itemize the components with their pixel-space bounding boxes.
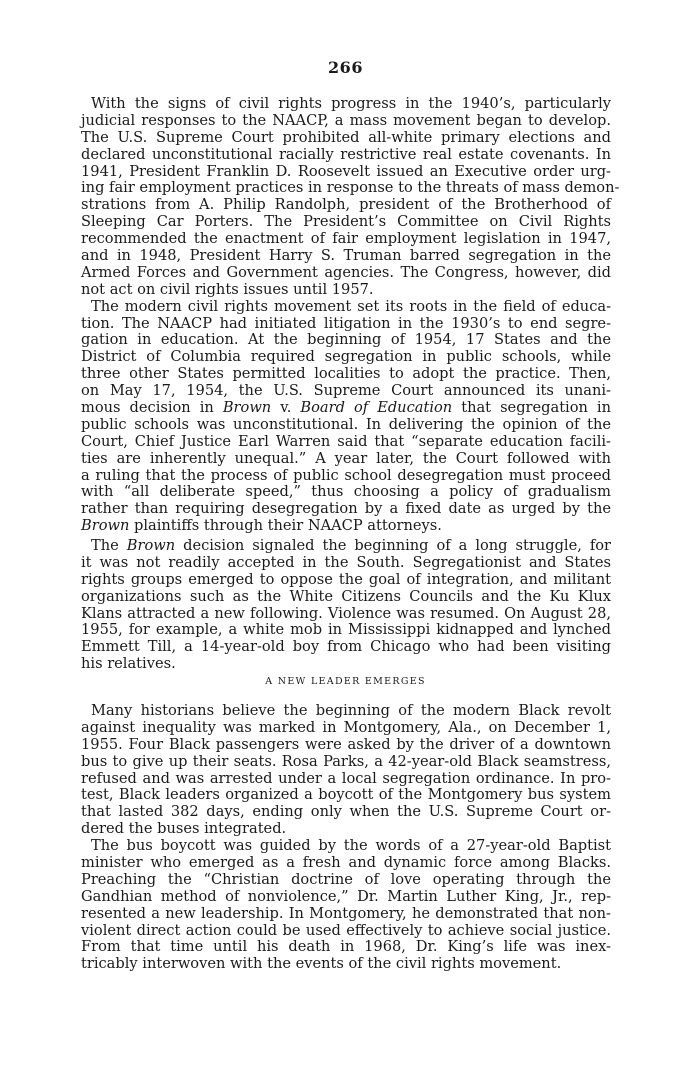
text-line <box>81 771 611 788</box>
text-line <box>81 434 611 451</box>
text-line <box>81 231 611 248</box>
text-segment: 1941, President Franklin D. Roosevelt issued an Executive order urg- <box>81 162 611 180</box>
text-segment: rights groups emerged to oppose the goal of integration, and militant <box>81 570 611 588</box>
text-segment: Court, Chief Justice Earl Warren said that “separate education facili- <box>81 432 611 450</box>
italic-text: Brown <box>81 517 130 535</box>
text-line <box>81 332 611 349</box>
text-segment: three other States permitted localities to adopt the practice. Then, <box>81 365 611 383</box>
text-segment: against inequality was marked in Montgomery, Ala., on December 1, <box>81 718 611 736</box>
text-block-mid <box>81 538 611 673</box>
text-segment: From that time until his death in 1968, Dr. King’s life was inex- <box>81 938 611 956</box>
text-line <box>81 804 611 821</box>
text-segment: it was not readily accepted in the South. Segregationist and States <box>81 553 611 571</box>
text-segment: recommended the enactment of fair employment legislation in 1947, <box>81 230 611 248</box>
text-line <box>81 468 611 485</box>
text-line <box>81 572 611 589</box>
text-segment: ties are inherently unequal.” A year later, the Court followed with <box>81 449 611 467</box>
text-line <box>81 855 611 872</box>
text-segment: not act on civil rights issues until 1957. <box>81 280 374 298</box>
text-line <box>81 656 611 673</box>
text-line <box>81 164 611 181</box>
text-line <box>81 939 611 956</box>
text-segment: bus to give up their seats. Rosa Parks, a 42-year-old Black seamstress, <box>81 752 611 770</box>
paragraph <box>81 538 611 673</box>
text-line <box>81 484 611 501</box>
text-line <box>81 282 611 299</box>
text-segment: organizations such as the White Citizens Councils and the Ku Klux <box>81 587 611 605</box>
text-segment: District of Columbia required segregation in public schools, while <box>81 348 611 366</box>
text-segment: resented a new leadership. In Montgomery, he demonstrated that non- <box>81 904 611 922</box>
italic-text: Brown <box>222 399 272 417</box>
text-segment: The <box>91 537 127 554</box>
text-segment: declared unconstitutional racially restrictive real estate covenants. In <box>81 145 611 163</box>
text-line <box>81 622 611 639</box>
text-line <box>81 349 611 366</box>
text-line <box>81 737 611 754</box>
text-line <box>81 606 611 623</box>
text-line <box>81 555 611 572</box>
paragraph <box>81 299 611 535</box>
text-segment: 1955, for example, a white mob in Mississippi kidnapped and lynched <box>81 621 611 639</box>
text-line <box>81 366 611 383</box>
text-line <box>81 383 611 400</box>
text-segment: and in 1948, President Harry S. Truman barred segregation in the <box>81 247 611 265</box>
italic-text: Brown <box>126 537 176 554</box>
text-line <box>81 179 620 197</box>
text-line <box>81 720 611 737</box>
text-segment: decision signaled the beginning of a long struggle, for <box>175 537 611 554</box>
text-line <box>81 956 611 973</box>
text-block-top <box>81 95 620 535</box>
text-segment: judicial responses to the NAACP, a mass movement began to develop. <box>81 111 611 129</box>
text-segment: with “all deliberate speed,” thus choosing a policy of gradualism <box>81 483 611 501</box>
text-line <box>81 787 611 804</box>
text-line <box>81 589 611 606</box>
text-segment: public schools was unconstitutional. In delivering the opinion of the <box>81 415 611 433</box>
paragraph <box>81 95 620 299</box>
text-line <box>81 130 611 147</box>
text-segment: that segregation in <box>452 399 611 417</box>
section-heading: A NEW LEADER EMERGES <box>265 676 426 687</box>
text-line <box>81 265 611 282</box>
text-segment: Klans attracted a new following. Violence was resumed. On August 28, <box>81 604 611 622</box>
text-segment: minister who emerged as a fresh and dynamic force among Blacks. <box>81 854 611 872</box>
text-line <box>81 906 611 923</box>
text-segment: dered the buses integrated. <box>81 820 287 838</box>
page-number: 266 <box>328 58 363 77</box>
text-line <box>81 872 611 889</box>
text-line <box>81 248 611 265</box>
text-segment: Sleeping Car Porters. The President’s Committee on Civil Rights <box>81 213 611 231</box>
text-line <box>81 96 611 113</box>
text-segment: rather than requiring desegregation by a fixed date as urged by the <box>81 500 611 518</box>
text-segment: v. <box>271 399 301 417</box>
text-segment: 1955. Four Black passengers were asked by the driver of a downtown <box>81 735 611 753</box>
text-line <box>81 838 611 855</box>
text-segment: Gandhian method of nonviolence,” Dr. Martin Luther King, Jr., rep- <box>81 887 611 905</box>
text-line <box>81 451 611 468</box>
text-line <box>81 147 611 164</box>
text-segment: Many historians believe the beginning of the modern Black revolt <box>91 702 611 719</box>
text-line <box>81 923 611 940</box>
text-segment: tricably interwoven with the events of the civil rights movement. <box>81 955 562 973</box>
paragraph <box>81 838 611 973</box>
text-segment: gation in education. At the beginning of 1954, 17 States and the <box>81 331 611 349</box>
text-segment: tion. The NAACP had initiated litigation in the 1930’s to end segre- <box>81 314 611 332</box>
text-segment: The modern civil rights movement set its roots in the field of educa- <box>91 297 611 315</box>
text-line <box>81 538 611 555</box>
text-line <box>81 316 611 333</box>
text-segment: The bus boycott was guided by the words of a 27-year-old Baptist <box>91 837 611 855</box>
text-line <box>81 113 611 130</box>
text-segment: plaintiffs through their NAACP attorneys. <box>129 517 442 535</box>
text-segment: Armed Forces and Government agencies. The Congress, however, did <box>81 263 611 281</box>
text-segment: Preaching the “Christian doctrine of love operating through the <box>81 870 611 888</box>
text-segment: his relatives. <box>81 655 176 673</box>
text-line <box>81 214 611 231</box>
text-segment: ing fair employment practices in response to the threats of mass demon- <box>81 179 620 197</box>
text-segment: With the signs of civil rights progress in the 1940’s, particularly <box>91 95 611 112</box>
italic-text: Board of Education <box>300 399 453 417</box>
text-segment: a ruling that the process of public school desegregation must proceed <box>81 466 611 484</box>
text-segment: The U.S. Supreme Court prohibited all-white primary elections and <box>81 128 611 146</box>
text-line <box>81 417 611 434</box>
text-block-bottom <box>81 703 611 973</box>
text-line <box>81 889 611 906</box>
text-segment: on May 17, 1954, the U.S. Supreme Court announced its unani- <box>81 382 611 400</box>
text-segment: Emmett Till, a 14-year-old boy from Chicago who had been visiting <box>81 638 611 656</box>
text-segment: strations from A. Philip Randolph, president of the Brotherhood of <box>81 196 611 214</box>
paragraph <box>81 703 611 838</box>
text-segment: violent direct action could be used effectively to achieve social justice. <box>81 921 611 939</box>
text-segment: that lasted 382 days, ending only when the U.S. Supreme Court or- <box>81 803 611 821</box>
text-line <box>81 197 611 214</box>
text-line <box>81 501 611 518</box>
text-line <box>81 639 611 656</box>
text-segment: mous decision in <box>81 399 223 417</box>
text-segment: refused and was arrested under a local segregation ordinance. In pro- <box>81 769 611 787</box>
text-line <box>81 754 611 771</box>
text-line <box>81 821 611 838</box>
text-line <box>81 400 611 417</box>
text-line <box>81 703 611 720</box>
text-segment: test, Black leaders organized a boycott of the Montgomery bus system <box>81 786 611 804</box>
text-line <box>81 299 611 316</box>
text-line <box>81 518 611 535</box>
